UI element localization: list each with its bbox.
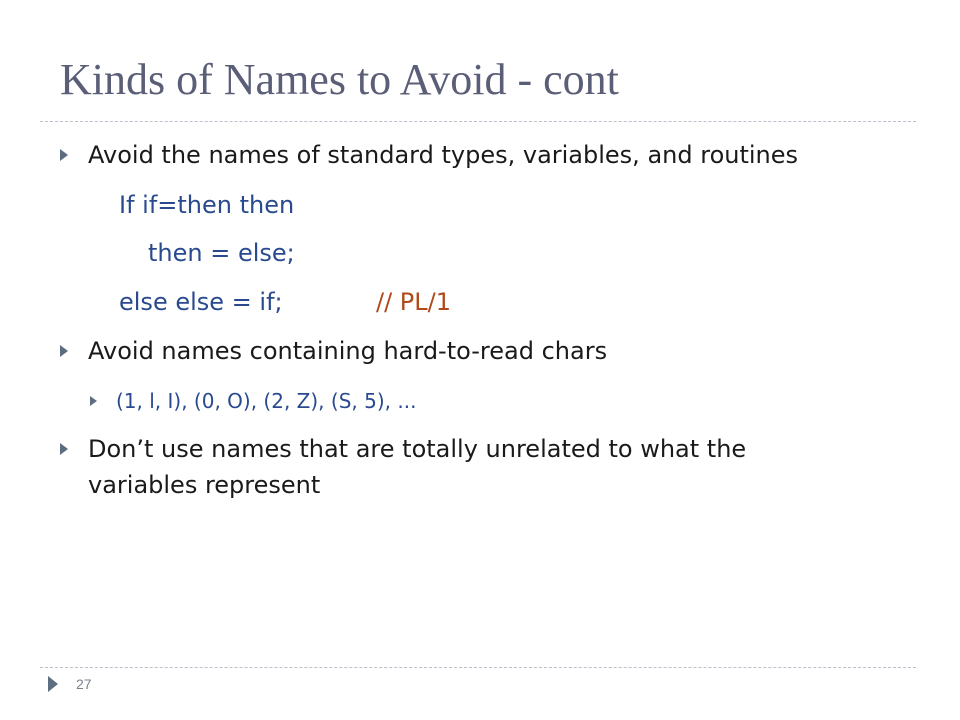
bullet-3-text-line-2: variables represent bbox=[88, 471, 321, 499]
bullet-arrow-icon bbox=[60, 443, 68, 455]
code-comment: // PL/1 bbox=[376, 288, 451, 316]
page-number: 27 bbox=[76, 676, 92, 692]
bullet-1-text: Avoid the names of standard types, variables, and routines bbox=[88, 141, 799, 169]
sub-bullet-arrow-icon bbox=[90, 396, 97, 406]
bullet-arrow-icon bbox=[60, 345, 68, 357]
page-marker-arrow-icon bbox=[48, 676, 58, 692]
bullet-2-text: Avoid names containing hard-to-read chars bbox=[88, 337, 608, 365]
sub-bullet-text: (1, l, I), (0, O), (2, Z), (S, 5), ... bbox=[116, 389, 417, 413]
footer-divider bbox=[40, 667, 916, 668]
code-line-3: else else = if; bbox=[119, 288, 283, 316]
code-line-1: If if=then then bbox=[119, 191, 295, 219]
bullet-3-text-line-1: Don’t use names that are totally unrelated to what the bbox=[88, 435, 747, 463]
bullet-arrow-icon bbox=[60, 149, 68, 161]
slide-title: Kinds of Names to Avoid - cont bbox=[60, 55, 619, 104]
code-line-2: then = else; bbox=[148, 239, 295, 267]
